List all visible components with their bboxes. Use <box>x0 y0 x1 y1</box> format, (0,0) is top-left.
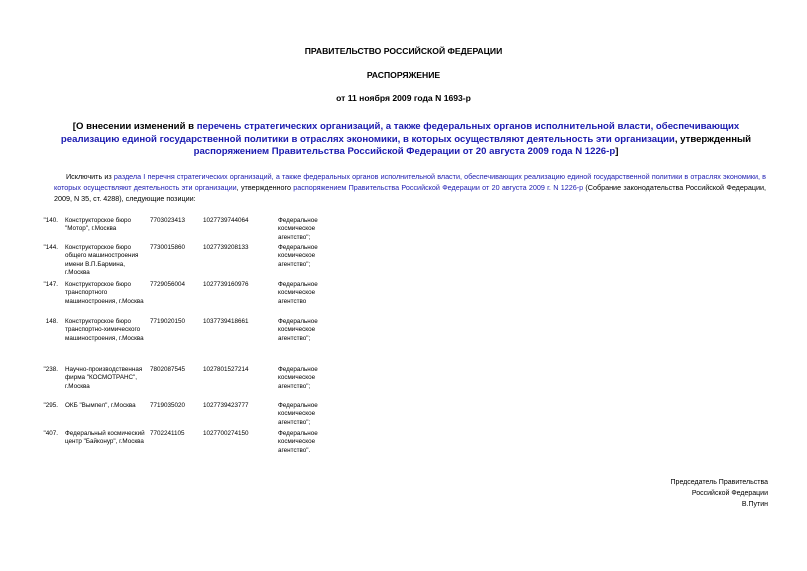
inn-code: 7802087545 <box>150 366 186 373</box>
inn-code: 7703023413 <box>150 217 186 224</box>
ogrn-code: 1027739208133 <box>203 244 249 251</box>
organization-name: Федеральный космический центр "Байконур", г.Москва <box>65 430 145 446</box>
agency-name: Федеральное космическое агентство"; <box>278 402 318 426</box>
agency-name: Федеральное космическое агентство <box>278 281 318 305</box>
title-link-list[interactable]: перечень стратегических организаций, а также федеральных органов исполнительной власти, обеспечивающих реализацию единой государственной политики в отраслях экономики, в которых осуществляют деятельность эти организации <box>60 121 740 145</box>
row-number: 148. <box>45 318 58 325</box>
inn-code: 7719020150 <box>150 318 186 325</box>
organization-name: Конструкторское бюро общего машиностроения имени В.П.Бармина, г.Москва <box>65 244 139 277</box>
organization-name: Конструкторское бюро транспортного машиностроения, г.Москва <box>65 281 144 305</box>
row-number: "238. <box>43 366 58 373</box>
row-number: "295. <box>43 402 58 409</box>
inn-code: 7729056004 <box>150 281 186 288</box>
title-close: ] <box>615 146 619 157</box>
government-heading: ПРАВИТЕЛЬСТВО РОССИЙСКОЙ ФЕДЕРАЦИИ <box>304 46 503 56</box>
organization-name: ОКБ "Вымпел", г.Москва <box>65 402 136 409</box>
intro-link-section[interactable]: раздела I перечня стратегических организаций, а также федеральных органов исполнительной власти, обеспечивающих реализацию единой государственной политики в отраслях экономики, в которых осуществляют деятельность эти организации <box>54 172 766 192</box>
organization-name: Научно-производственная фирма "КОСМОТРАНС", г.Москва <box>65 366 143 390</box>
signature-country: Российской Федерации <box>691 490 768 497</box>
ogrn-code: 1027801527214 <box>203 366 249 373</box>
document-type: РАСПОРЯЖЕНИЕ <box>366 70 441 80</box>
agency-name: Федеральное космическое агентство". <box>278 430 318 454</box>
agency-name: Федеральное космическое агентство"; <box>278 318 318 342</box>
ogrn-code: 1027700274150 <box>203 430 249 437</box>
title-link-order[interactable]: распоряжением Правительства Российской Федерации от 20 августа 2009 года N 1226-р <box>193 146 616 157</box>
organization-name: Конструкторское бюро транспортно-химического машиностроения, г.Москва <box>65 318 144 342</box>
agency-name: Федеральное космическое агентство"; <box>278 366 318 390</box>
inn-code: 7730015860 <box>150 244 186 251</box>
inn-code: 7702241105 <box>150 430 185 437</box>
organization-name: Конструкторское бюро "Мотор", г.Москва <box>65 217 131 233</box>
agency-name: Федеральное космическое агентство"; <box>278 217 318 241</box>
ogrn-code: 1027739160976 <box>203 281 249 288</box>
signature-name: В.Путин <box>741 501 768 508</box>
signature-block <box>671 477 768 510</box>
title-mid: , утвержденный <box>674 133 752 145</box>
row-number: "144. <box>43 244 58 251</box>
intro-part2: , утвержденного <box>236 183 294 192</box>
intro-part1: Исключить из <box>66 172 114 181</box>
agency-name: Федеральное космическое агентство"; <box>278 244 318 268</box>
intro-paragraph <box>54 171 766 204</box>
title-open: [О внесении изменений в <box>72 121 197 132</box>
intro-part3: (Собрание законодательства Российской Федерации, 2009, N 35, ст. 4288), следующие позиции: <box>54 183 766 203</box>
row-number: "140. <box>43 217 58 224</box>
intro-link-order[interactable]: распоряжением Правительства Российской Федерации от 20 августа 2009 г. N 1226-р <box>293 183 584 192</box>
document-date-number: от 11 ноября 2009 года N 1693-р <box>336 93 471 103</box>
document-title <box>46 121 766 159</box>
row-number: "147. <box>43 281 58 288</box>
inn-code: 7719035020 <box>150 402 186 409</box>
row-number: "407. <box>43 430 58 437</box>
ogrn-code: 1027739423777 <box>203 402 249 409</box>
ogrn-code: 1037739418661 <box>203 318 249 325</box>
ogrn-code: 1027739744064 <box>203 217 249 224</box>
signature-title: Председатель Правительства <box>670 479 768 486</box>
